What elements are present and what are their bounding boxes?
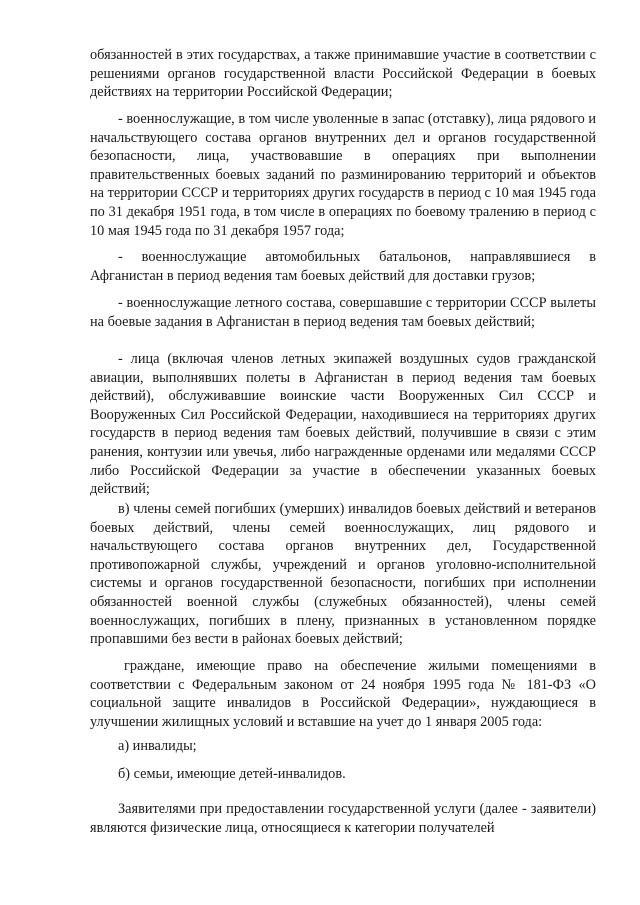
paragraph-continuation: обязанностей в этих государствах, а также принимавшие участие в соответствии с решениями органов государственной власти Российской Федерации в боевых действиях на территории Российской Федерации;	[90, 47, 596, 101]
paragraph-family-members: в) члены семей погибших (умерших) инвалидов боевых действий и ветеранов боевых действий, члены семей военнослужащих, лиц рядового и начальствующего состава органов внутренних дел, Государственной противопожарной службы, учреждений и органов уголовно-исполнительной системы и органов государственной безопасности, погибших при исполнении обязанностей военной службы (служебных обязанностей), члены семей военнослужащих, погибших в плену, признанных в установленном порядке пропавшими без вести в районах боевых действий;	[90, 501, 596, 648]
list-item-disabled: а) инвалиды;	[118, 738, 197, 754]
paragraph-flight-crew: - военнослужащие летного состава, совершавшие с территории СССР вылеты на боевые задания в Афганистан в период ведения там боевых действий;	[90, 295, 596, 330]
paragraph-applicants: Заявителями при предоставлении государственной услуги (далее - заявители) являются физические лица, относящиеся к категории получателей	[90, 801, 596, 836]
paragraph-auto-battalions: - военнослужащие автомобильных батальонов, направлявшиеся в Афганистан в период ведения там боевых действий для доставки грузов;	[90, 249, 596, 284]
paragraph-military-demining: - военнослужащие, в том числе уволенные в запас (отставку), лица рядового и начальствующего состава органов внутренних дел и органов государственной безопасности, лица, участвовавшие в операциях при выполнении правительственных боевых заданий по разминированию территорий и объектов на территории СССР и территориях других государств в период с 10 мая 1945 года по 31 декабря 1951 года, в том числе в операциях по боевому тралению в период с 10 мая 1945 года по 31 декабря 1957 года;	[90, 111, 596, 239]
list-item-families-disabled-children: б) семьи, имеющие детей-инвалидов.	[118, 766, 346, 782]
paragraph-disabled-housing: граждане, имеющие право на обеспечение жилыми помещениями в соответствии с Федеральным законом от 24 ноября 1995 года № 181-ФЗ «О социальной защите инвалидов в Российской Федерации», нуждающиеся в улучшении жилищных условий и вставшие на учет до 1 января 2005 года:	[90, 658, 596, 730]
paragraph-civil-aviation: - лица (включая членов летных экипажей воздушных судов гражданской авиации, выполнявших полеты в Афганистан в период ведения там боевых действий), обслуживавшие воинские части Вооруженных Сил СССР и Вооруженных Сил Российской Федерации, находившиеся на территориях других государств в период ведения там боевых действий, получившие в связи с этим ранения, контузии или увечья, либо награжденные орденами или медалями СССР либо Российской Федерации за участие в обеспечении указанных боевых действий;	[90, 351, 596, 498]
